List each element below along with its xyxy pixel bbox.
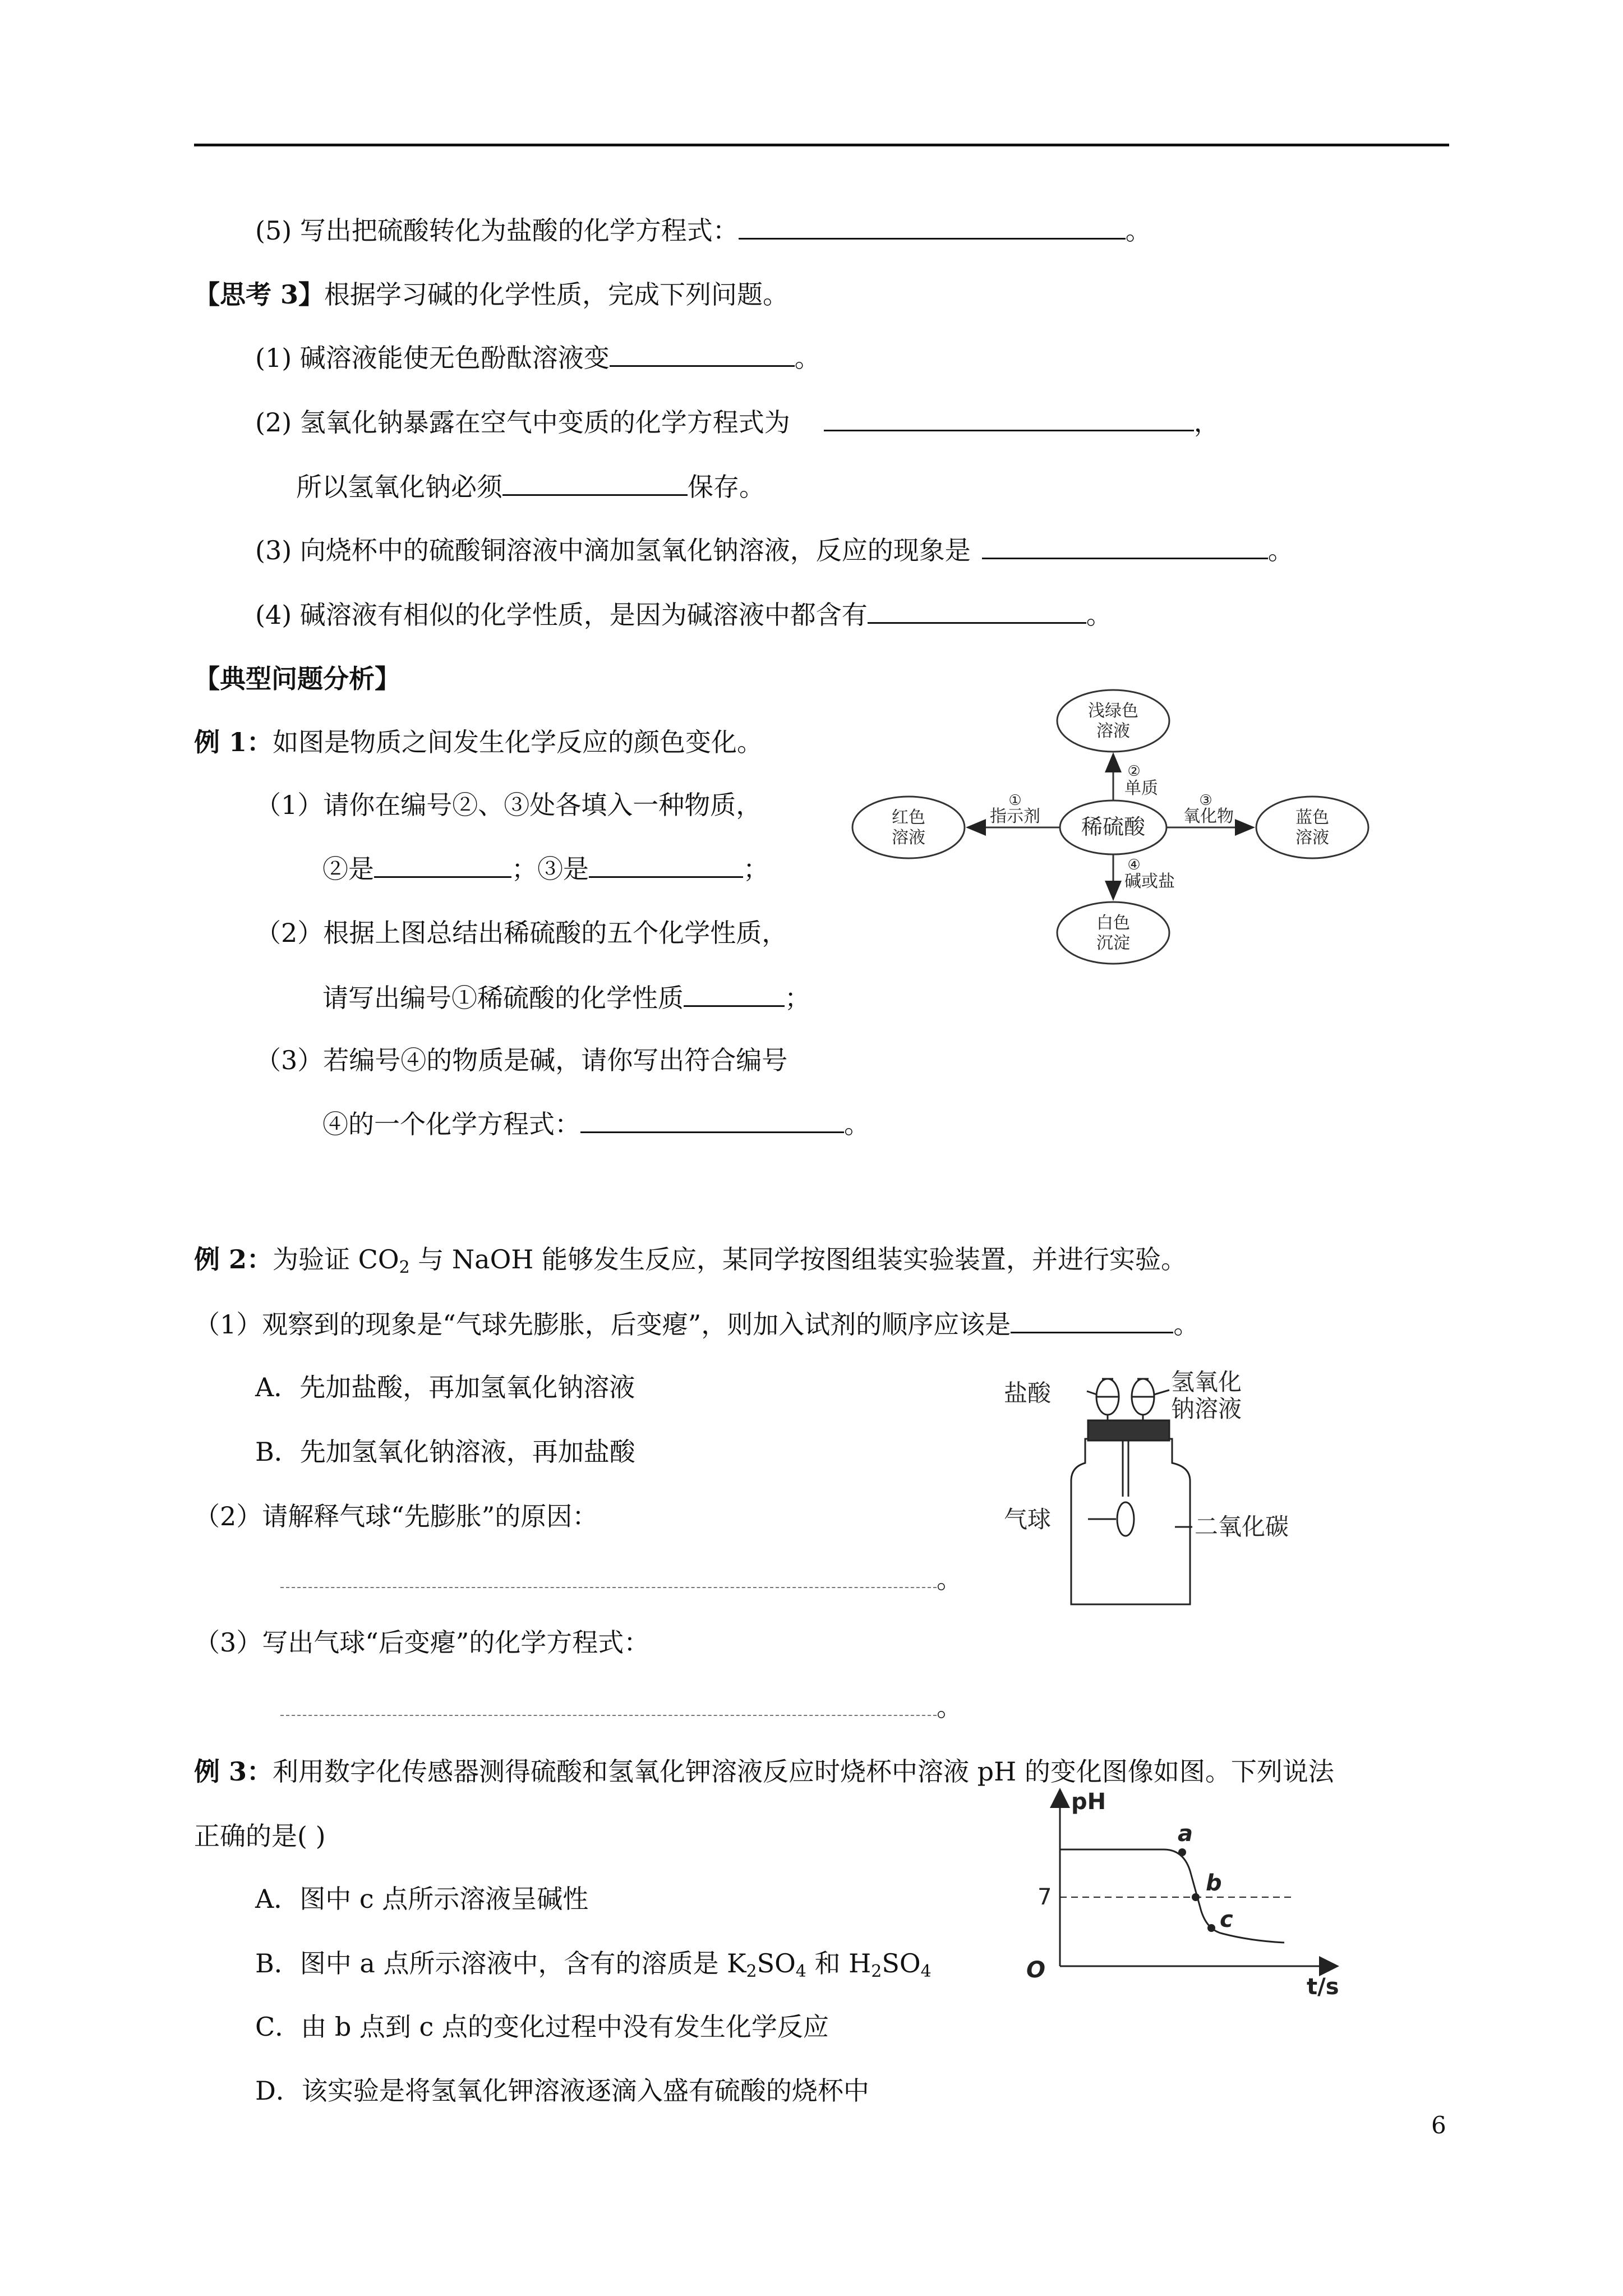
ex1-reaction-diagram	[847, 682, 1380, 973]
ex3-option-c: C．由 b 点到 c 点的变化过程中没有发生化学反应	[255, 2012, 829, 2042]
arrow-left-num: ①	[1008, 792, 1022, 809]
left-label-1: 红色	[892, 808, 925, 827]
bottom-label-2: 沉淀	[1096, 933, 1130, 953]
ex1-line-1: （1）请你在编号②、③处各填入一种物质，	[255, 790, 762, 820]
ex1-line-5: （3）若编号④的物质是碱，请你写出符合编号	[255, 1045, 788, 1075]
think3-item-2: (2) 氢氧化钠暴露在空气中变质的化学方程式为 ，	[255, 405, 1220, 439]
bottle-outline	[1071, 1439, 1190, 1604]
point-c	[1207, 1924, 1215, 1932]
y-axis-label: pH	[1071, 1789, 1106, 1815]
ex1-line-2: ②是 ；③是 ；	[322, 852, 769, 886]
q5-line: (5) 写出把硫酸转化为盐酸的化学方程式： 。	[255, 213, 1151, 247]
left-ellipse	[852, 797, 965, 858]
page-number: 6	[1431, 2111, 1446, 2139]
answer-blank[interactable]	[589, 852, 743, 878]
think3-item-3: (3) 向烧杯中的硫酸铜溶液中滴加氢氧化钠溶液，反应的现象是 。	[255, 533, 1294, 567]
arrow-down-text: 碱或盐	[1124, 872, 1175, 891]
ex2-q2-answer: 。	[280, 1562, 962, 1596]
think3-item-4: (4) 碱溶液有相似的化学性质，是因为碱溶液中都含有 。	[255, 597, 1112, 632]
top-ellipse	[1057, 690, 1169, 752]
arrow-up-num: ②	[1127, 763, 1141, 780]
answer-blank[interactable]	[580, 1107, 844, 1133]
point-a	[1178, 1848, 1186, 1856]
label-c: c	[1220, 1907, 1233, 1932]
answer-blank[interactable]	[374, 852, 511, 878]
header-rule	[194, 144, 1449, 146]
stopper	[1088, 1420, 1169, 1441]
ex3-option-d: D．该实验是将氢氧化钾溶液逐滴入盛有硫酸的烧杯中	[255, 2076, 869, 2106]
answer-blank[interactable]	[739, 213, 1126, 240]
top-label-2: 溶液	[1096, 721, 1130, 741]
right-label-2: 溶液	[1295, 828, 1329, 848]
ex2-apparatus-figure	[1004, 1369, 1318, 1616]
answer-blank[interactable]	[684, 981, 785, 1007]
ex2-q2: （2）请解释气球“先膨胀”的原因：	[194, 1501, 598, 1531]
label-b: b	[1206, 1870, 1222, 1896]
ex1-line-4: 请写出编号①稀硫酸的化学性质 ；	[322, 981, 810, 1015]
label-naoh-2: 钠溶液	[1171, 1395, 1242, 1423]
ex2-q1: （1）观察到的现象是“气球先膨胀，后变瘪”，则加入试剂的顺序应该是 。	[194, 1307, 1199, 1341]
ph-curve	[1060, 1849, 1284, 1943]
answer-blank[interactable]	[280, 1562, 937, 1588]
think3-item-1: (1) 碱溶液能使无色酚酞溶液变 。	[255, 341, 820, 375]
ex2-option-b: B．先加氢氧化钠溶液，再加盐酸	[255, 1437, 635, 1467]
answer-blank[interactable]	[824, 405, 1194, 431]
ex2-option-a: A．先加盐酸，再加氢氧化钠溶液	[255, 1372, 635, 1402]
answer-blank[interactable]	[502, 470, 688, 496]
label-balloon: 气球	[1004, 1506, 1052, 1533]
ex1-line-3: （2）根据上图总结出稀硫酸的五个化学性质，	[255, 918, 788, 948]
answer-blank[interactable]	[280, 1690, 937, 1716]
top-label-1: 浅绿色	[1088, 701, 1138, 721]
ex3-intro-2: 正确的是( )	[194, 1821, 326, 1851]
answer-blank[interactable]	[868, 597, 1086, 624]
ex2-q3-answer: 。	[280, 1690, 962, 1724]
ex2-intro: 例 2：为验证 $CO_2$ 与 NaOH 能够发生反应，某同学按图组装实验装置，并进行实验。	[194, 1244, 1187, 1277]
ex3-ph-chart	[1015, 1787, 1363, 2000]
arrow-up-text: 单质	[1124, 779, 1158, 798]
right-label-1: 蓝色	[1295, 808, 1329, 827]
arrow-right-num: ③	[1199, 792, 1212, 809]
point-b	[1192, 1893, 1200, 1901]
x-axis-label: t/s	[1307, 1974, 1339, 2000]
arrow-down-num: ④	[1127, 857, 1141, 873]
label-a: a	[1178, 1821, 1193, 1847]
bottom-ellipse	[1057, 902, 1169, 964]
ex3-intro: 例 3：利用数字化传感器测得硫酸和氢氧化钾溶液反应时烧杯中溶液 pH 的变化图像如图。下列说法	[194, 1756, 1334, 1787]
label-naoh-1: 氢氧化	[1171, 1369, 1242, 1396]
answer-blank[interactable]	[610, 341, 795, 367]
center-label: 稀硫酸	[1081, 815, 1146, 839]
origin-label: O	[1026, 1957, 1046, 1983]
answer-blank[interactable]	[982, 533, 1268, 559]
left-label-2: 溶液	[892, 828, 925, 848]
answer-blank[interactable]	[1011, 1307, 1173, 1333]
right-ellipse	[1256, 797, 1368, 858]
label-acid: 盐酸	[1004, 1379, 1052, 1407]
ex1-line-6: ④的一个化学方程式： 。	[322, 1107, 870, 1141]
think3-item-2b: 所以氢氧化钠必须 保存。	[296, 470, 765, 504]
arrow-left-text: 指示剂	[990, 807, 1040, 826]
section-title: 【典型问题分析】	[194, 664, 400, 694]
tick-7: 7	[1038, 1884, 1052, 1910]
ex1-intro: 例 1：如图是物质之间发生化学反应的颜色变化。	[194, 727, 763, 757]
bottom-label-1: 白色	[1096, 913, 1130, 933]
ex3-option-b: B．图中 a 点所示溶液中，含有的溶质是 $K_2SO_4$ 和 $H_2SO_4$	[255, 1948, 932, 1981]
ex2-q3: （3）写出气球“后变瘪”的化学方程式：	[194, 1627, 650, 1658]
think3-heading: 【思考 3】根据学习碱的化学性质，完成下列问题。	[194, 279, 789, 310]
balloon	[1117, 1502, 1134, 1536]
arrow-right-text: 氧化物	[1183, 807, 1234, 826]
ex3-option-a: A．图中 c 点所示溶液呈碱性	[255, 1884, 589, 1914]
label-co2: 二氧化碳	[1195, 1513, 1289, 1540]
